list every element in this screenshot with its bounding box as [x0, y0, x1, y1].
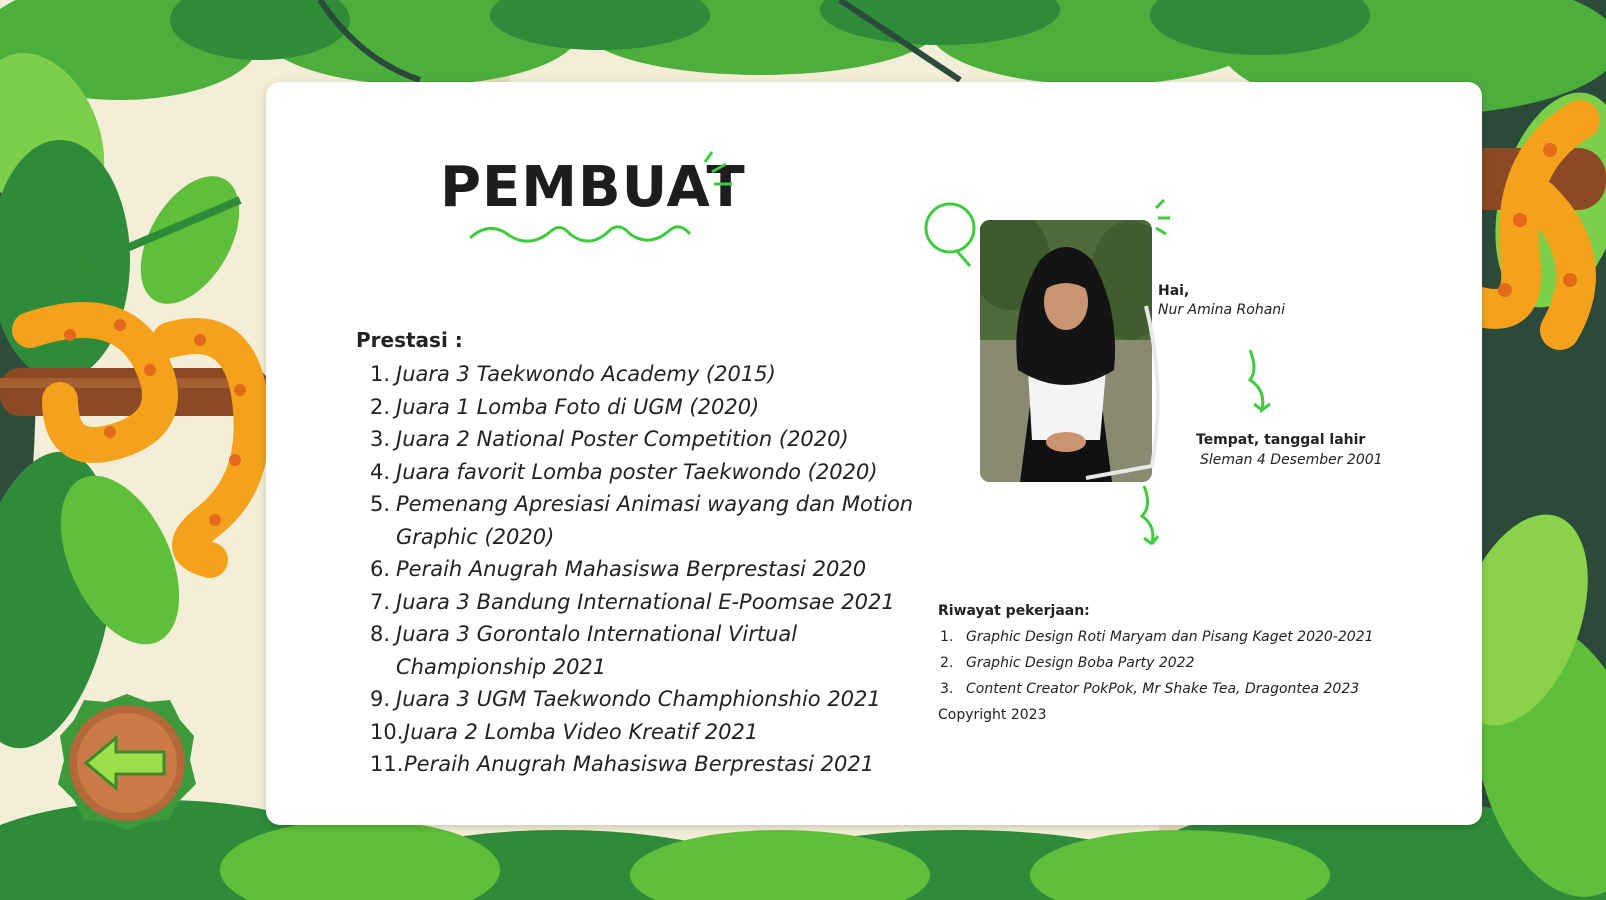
item-number: 10. — [370, 719, 404, 744]
item-number: 9. — [370, 687, 391, 711]
list-item — [356, 391, 916, 424]
item-number: 3. — [370, 427, 391, 451]
list-item — [938, 624, 1373, 650]
item-number: 3. — [940, 681, 954, 697]
item-text: Content Creator PokPok, Mr Shake Tea, Dragontea 2023 — [966, 681, 1360, 697]
list-item — [938, 650, 1373, 676]
item-text: Pemenang Apresiasi Animasi wayang dan Motion Graphic (2020) — [396, 492, 914, 549]
item-number: 2. — [370, 394, 391, 419]
item-text: Juara 3 Gorontalo International Virtual Championship 2021 — [396, 622, 798, 679]
item-number: 1. — [370, 362, 391, 386]
list-item — [356, 683, 916, 716]
photo-frame-decoration — [916, 196, 1176, 556]
list-item — [356, 618, 916, 683]
achievements-section — [356, 328, 916, 781]
work-history-section — [938, 598, 1373, 728]
item-text: Juara 3 UGM Taekwondo Champhionshio 2021 — [396, 687, 881, 711]
item-text: Juara 2 Lomba Video Kreatif 2021 — [404, 719, 759, 744]
work-history-list — [938, 624, 1373, 702]
item-number: 2. — [940, 655, 954, 671]
arrow-squiggle-decoration — [1240, 346, 1290, 426]
birth-block — [1196, 430, 1383, 470]
item-text: Juara favorit Lomba poster Taekwondo (2020) — [396, 459, 878, 484]
item-text: Peraih Anugrah Mahasiswa Berprestasi 2021 — [404, 752, 875, 776]
list-item — [356, 748, 916, 781]
item-text: Juara 1 Lomba Foto di UGM (2020) — [396, 394, 760, 419]
item-text: Juara 3 Taekwondo Academy (2015) — [396, 362, 776, 386]
item-number: 11. — [370, 752, 404, 776]
achievements-heading: Prestasi : — [356, 328, 463, 352]
item-number: 7. — [370, 589, 391, 614]
list-item — [356, 716, 916, 749]
profile-name: Nur Amina Rohani — [1158, 302, 1286, 318]
item-number: 1. — [940, 629, 954, 645]
item-text: Graphic Design Roti Maryam dan Pisang Kaget 2020-2021 — [966, 629, 1374, 645]
achievements-list — [356, 358, 916, 781]
birth-label: Tempat, tanggal lahir — [1196, 432, 1366, 448]
list-item — [356, 488, 916, 553]
greeting-block — [1158, 282, 1285, 320]
back-button[interactable] — [56, 690, 198, 832]
title-underline-decoration — [460, 150, 740, 260]
copyright-text: Copyright 2023 — [938, 707, 1047, 723]
item-number: 4. — [370, 459, 391, 484]
item-number: 5. — [370, 492, 391, 516]
list-item — [356, 358, 916, 391]
page-title: PEMBUAT — [440, 155, 746, 220]
list-item — [938, 676, 1373, 702]
work-history-heading: Riwayat pekerjaan: — [938, 603, 1090, 619]
item-text: Graphic Design Boba Party 2022 — [966, 655, 1195, 671]
list-item — [356, 456, 916, 489]
list-item — [356, 586, 916, 619]
greeting-text: Hai, — [1158, 283, 1190, 299]
item-text: Peraih Anugrah Mahasiswa Berprestasi 2020 — [396, 557, 867, 581]
item-text: Juara 3 Bandung International E-Poomsae 2021 — [396, 589, 895, 614]
list-item — [356, 423, 916, 456]
item-number: 6. — [370, 557, 391, 581]
list-item — [356, 553, 916, 586]
item-number: 8. — [370, 622, 391, 646]
birth-value: Sleman 4 Desember 2001 — [1200, 452, 1383, 468]
item-text: Juara 2 National Poster Competition (2020) — [396, 427, 849, 451]
